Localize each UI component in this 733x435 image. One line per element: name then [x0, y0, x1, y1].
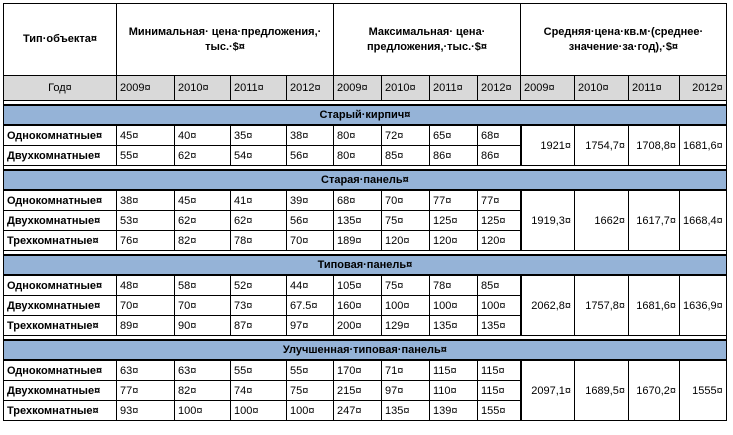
min-price-cell: 97¤	[287, 316, 334, 336]
min-price-cell: 41¤	[231, 190, 287, 211]
min-price-cell: 75¤	[287, 381, 334, 401]
max-price-cell: 80¤	[334, 125, 382, 146]
min-price-cell: 55¤	[231, 360, 287, 381]
min-price-header: Минимальная· цена·предложения,· тыс.·$¤	[117, 4, 334, 76]
max-price-cell: 110¤	[430, 381, 478, 401]
price-table-container	[3, 3, 727, 421]
max-price-cell: 200¤	[334, 316, 382, 336]
year-cell: 2011¤	[629, 76, 680, 101]
apartment-type: Однокомнатные¤	[4, 275, 117, 296]
max-price-cell: 86¤	[478, 146, 521, 166]
max-price-cell: 129¤	[382, 316, 430, 336]
min-price-cell: 70¤	[175, 296, 231, 316]
max-price-cell: 71¤	[382, 360, 430, 381]
min-price-cell: 100¤	[287, 401, 334, 421]
max-price-cell: 100¤	[478, 296, 521, 316]
max-price-cell: 215¤	[334, 381, 382, 401]
max-price-cell: 86¤	[430, 146, 478, 166]
section-title: Старый·кирпич¤	[4, 105, 727, 125]
max-price-cell: 100¤	[382, 296, 430, 316]
min-price-cell: 78¤	[231, 231, 287, 251]
min-price-cell: 55¤	[287, 360, 334, 381]
max-price-cell: 115¤	[430, 360, 478, 381]
min-price-cell: 70¤	[117, 296, 175, 316]
avg-price-cell: 1708,8¤	[629, 125, 680, 166]
max-price-cell: 85¤	[478, 275, 521, 296]
apartment-type: Трехкомнатные¤	[4, 316, 117, 336]
max-price-cell: 72¤	[382, 125, 430, 146]
min-price-cell: 53¤	[117, 211, 175, 231]
min-price-cell: 58¤	[175, 275, 231, 296]
min-price-cell: 38¤	[117, 190, 175, 211]
min-price-cell: 70¤	[287, 231, 334, 251]
table-row	[4, 360, 727, 381]
min-price-cell: 67.5¤	[287, 296, 334, 316]
year-label: Год¤	[4, 76, 117, 101]
avg-price-cell: 1681,6¤	[680, 125, 727, 166]
max-price-cell: 135¤	[382, 401, 430, 421]
min-price-cell: 55¤	[117, 146, 175, 166]
max-price-cell: 65¤	[430, 125, 478, 146]
min-price-cell: 82¤	[175, 381, 231, 401]
apartment-type: Двухкомнатные¤	[4, 296, 117, 316]
avg-price-cell: 1670,2¤	[629, 360, 680, 421]
avg-price-cell: 1662¤	[575, 190, 629, 251]
avg-price-header: Средняя·цена·кв.м·(среднее· значение·за·год),·$¤	[521, 4, 727, 76]
year-header-row	[4, 76, 727, 101]
year-cell: 2009¤	[117, 76, 175, 101]
apartment-type: Однокомнатные¤	[4, 360, 117, 381]
max-price-cell: 139¤	[430, 401, 478, 421]
year-cell: 2011¤	[430, 76, 478, 101]
apartment-type: Однокомнатные¤	[4, 125, 117, 146]
avg-price-cell: 1754,7¤	[575, 125, 629, 166]
min-price-cell: 39¤	[287, 190, 334, 211]
max-price-cell: 105¤	[334, 275, 382, 296]
apartment-type: Однокомнатные¤	[4, 190, 117, 211]
max-price-cell: 77¤	[478, 190, 521, 211]
min-price-cell: 73¤	[231, 296, 287, 316]
year-cell: 2009¤	[334, 76, 382, 101]
avg-price-cell: 1689,5¤	[575, 360, 629, 421]
max-price-cell: 120¤	[430, 231, 478, 251]
max-price-cell: 97¤	[382, 381, 430, 401]
min-price-cell: 74¤	[231, 381, 287, 401]
min-price-cell: 100¤	[175, 401, 231, 421]
year-cell: 2012¤	[680, 76, 727, 101]
avg-price-cell: 1636,9¤	[680, 275, 727, 336]
min-price-cell: 76¤	[117, 231, 175, 251]
max-price-cell: 80¤	[334, 146, 382, 166]
avg-price-cell: 1921¤	[521, 125, 575, 166]
apartment-type: Двухкомнатные¤	[4, 211, 117, 231]
min-price-cell: 38¤	[287, 125, 334, 146]
max-price-cell: 115¤	[478, 381, 521, 401]
max-price-cell: 160¤	[334, 296, 382, 316]
min-price-cell: 62¤	[231, 211, 287, 231]
min-price-cell: 40¤	[175, 125, 231, 146]
min-price-cell: 35¤	[231, 125, 287, 146]
table-row	[4, 190, 727, 211]
max-price-cell: 77¤	[430, 190, 478, 211]
max-price-cell: 85¤	[382, 146, 430, 166]
section-title: Типовая·панель¤	[4, 255, 727, 275]
price-table	[3, 3, 727, 421]
max-price-cell: 70¤	[382, 190, 430, 211]
max-price-cell: 189¤	[334, 231, 382, 251]
max-price-cell: 125¤	[430, 211, 478, 231]
avg-price-cell: 1668,4¤	[680, 190, 727, 251]
section-header-row	[4, 255, 727, 275]
section-header-row	[4, 105, 727, 125]
max-price-cell: 115¤	[478, 360, 521, 381]
apartment-type: Двухкомнатные¤	[4, 146, 117, 166]
min-price-cell: 45¤	[175, 190, 231, 211]
apartment-type: Двухкомнатные¤	[4, 381, 117, 401]
min-price-cell: 54¤	[231, 146, 287, 166]
max-price-cell: 247¤	[334, 401, 382, 421]
max-price-cell: 135¤	[478, 316, 521, 336]
min-price-cell: 44¤	[287, 275, 334, 296]
apartment-type: Трехкомнатные¤	[4, 231, 117, 251]
min-price-cell: 56¤	[287, 211, 334, 231]
table-row	[4, 275, 727, 296]
table-row	[4, 125, 727, 146]
year-cell: 2011¤	[231, 76, 287, 101]
year-cell: 2010¤	[575, 76, 629, 101]
max-price-cell: 170¤	[334, 360, 382, 381]
min-price-cell: 90¤	[175, 316, 231, 336]
min-price-cell: 48¤	[117, 275, 175, 296]
year-cell: 2010¤	[175, 76, 231, 101]
avg-price-cell: 1617,7¤	[629, 190, 680, 251]
max-price-cell: 155¤	[478, 401, 521, 421]
max-price-cell: 135¤	[334, 211, 382, 231]
type-column-header: Тип·объекта¤	[4, 4, 117, 76]
max-price-cell: 78¤	[430, 275, 478, 296]
section-title: Старая·панель¤	[4, 170, 727, 190]
min-price-cell: 100¤	[231, 401, 287, 421]
min-price-cell: 93¤	[117, 401, 175, 421]
avg-price-cell: 1757,8¤	[575, 275, 629, 336]
avg-price-cell: 1555¤	[680, 360, 727, 421]
avg-price-cell: 2062,8¤	[521, 275, 575, 336]
max-price-cell: 120¤	[382, 231, 430, 251]
min-price-cell: 62¤	[175, 146, 231, 166]
section-title: Улучшенная·типовая·панель¤	[4, 340, 727, 360]
min-price-cell: 56¤	[287, 146, 334, 166]
max-price-cell: 75¤	[382, 211, 430, 231]
min-price-cell: 62¤	[175, 211, 231, 231]
year-cell: 2012¤	[287, 76, 334, 101]
max-price-cell: 135¤	[430, 316, 478, 336]
max-price-cell: 68¤	[334, 190, 382, 211]
min-price-cell: 89¤	[117, 316, 175, 336]
apartment-type: Трехкомнатные¤	[4, 401, 117, 421]
max-price-cell: 120¤	[478, 231, 521, 251]
min-price-cell: 87¤	[231, 316, 287, 336]
year-cell: 2010¤	[382, 76, 430, 101]
avg-price-cell: 2097,1¤	[521, 360, 575, 421]
max-price-cell: 100¤	[430, 296, 478, 316]
section-header-row	[4, 170, 727, 190]
avg-price-cell: 1681,6¤	[629, 275, 680, 336]
min-price-cell: 63¤	[117, 360, 175, 381]
min-price-cell: 45¤	[117, 125, 175, 146]
avg-price-cell: 1919,3¤	[521, 190, 575, 251]
max-price-cell: 125¤	[478, 211, 521, 231]
max-price-cell: 75¤	[382, 275, 430, 296]
min-price-cell: 82¤	[175, 231, 231, 251]
min-price-cell: 63¤	[175, 360, 231, 381]
max-price-cell: 68¤	[478, 125, 521, 146]
year-cell: 2012¤	[478, 76, 521, 101]
year-cell: 2009¤	[521, 76, 575, 101]
section-header-row	[4, 340, 727, 360]
min-price-cell: 77¤	[117, 381, 175, 401]
max-price-header: Максимальная· цена· предложения,·тыс.·$¤	[334, 4, 521, 76]
min-price-cell: 52¤	[231, 275, 287, 296]
